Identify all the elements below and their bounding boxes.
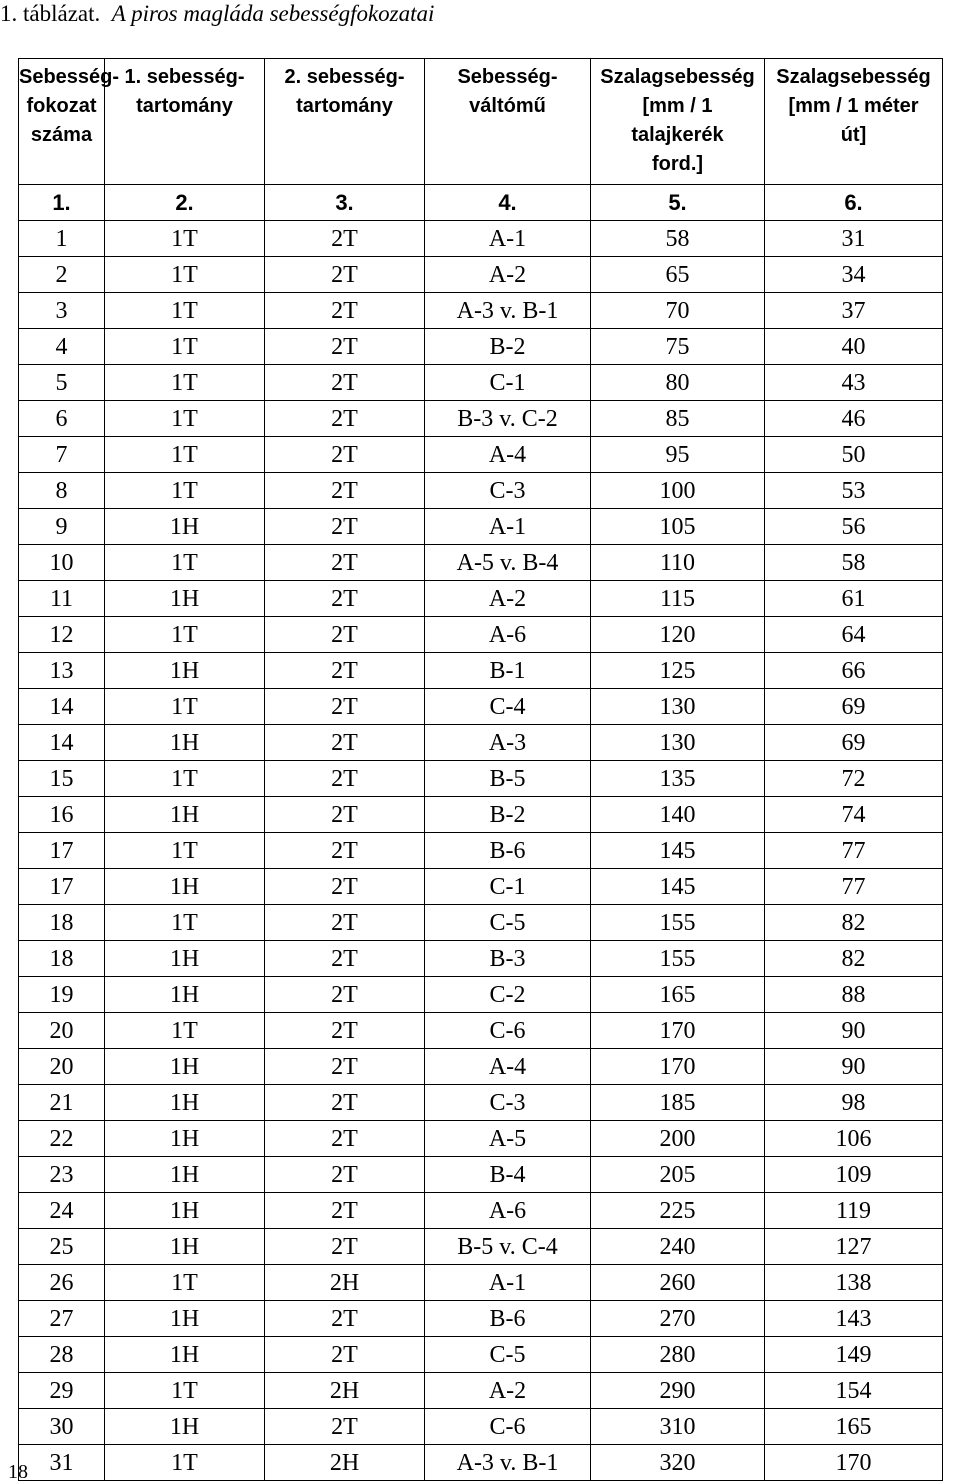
table-cell: 14	[19, 725, 105, 761]
table-cell: 2T	[265, 1121, 425, 1157]
table-cell: 31	[19, 1445, 105, 1481]
table-cell: 165	[591, 977, 765, 1013]
table-cell: 2H	[265, 1373, 425, 1409]
table-cell: 270	[591, 1301, 765, 1337]
table-cell: 2T	[265, 977, 425, 1013]
table-row	[19, 941, 943, 977]
table-row	[19, 1157, 943, 1193]
table-cell: 1T	[105, 1445, 265, 1481]
table-cell: 2T	[265, 653, 425, 689]
table-cell: 1H	[105, 797, 265, 833]
table-row	[19, 1049, 943, 1085]
table-cell: 143	[765, 1301, 943, 1337]
table-cell: 2T	[265, 365, 425, 401]
table-cell: B-3	[425, 941, 591, 977]
column-number: 1.	[19, 185, 105, 221]
table-cell: 1H	[105, 1229, 265, 1265]
table-cell: 115	[591, 581, 765, 617]
table-cell: 225	[591, 1193, 765, 1229]
table-row	[19, 545, 943, 581]
table-cell: B-2	[425, 329, 591, 365]
table-cell: 5	[19, 365, 105, 401]
table-cell: 2T	[265, 1301, 425, 1337]
table-cell: 29	[19, 1373, 105, 1409]
table-cell: 135	[591, 761, 765, 797]
table-row	[19, 581, 943, 617]
table-cell: 88	[765, 977, 943, 1013]
table-cell: 2T	[265, 1013, 425, 1049]
table-cell: 50	[765, 437, 943, 473]
table-cell: 1H	[105, 1301, 265, 1337]
table-cell: 26	[19, 1265, 105, 1301]
table-cell: 61	[765, 581, 943, 617]
table-cell: 127	[765, 1229, 943, 1265]
table-cell: 1H	[105, 1337, 265, 1373]
table-cell: 2T	[265, 1049, 425, 1085]
table-cell: 23	[19, 1157, 105, 1193]
table-cell: 1T	[105, 365, 265, 401]
table-cell: 1H	[105, 1121, 265, 1157]
table-cell: 145	[591, 833, 765, 869]
table-row	[19, 1013, 943, 1049]
table-cell: 1H	[105, 1409, 265, 1445]
table-cell: 240	[591, 1229, 765, 1265]
table-cell: 2H	[265, 1445, 425, 1481]
table-cell: 34	[765, 257, 943, 293]
table-cell: 2T	[265, 797, 425, 833]
table-cell: 16	[19, 797, 105, 833]
table-cell: 165	[765, 1409, 943, 1445]
table-cell: 320	[591, 1445, 765, 1481]
table-row	[19, 365, 943, 401]
column-number: 5.	[591, 185, 765, 221]
table-cell: 1T	[105, 1373, 265, 1409]
table-row	[19, 1265, 943, 1301]
header-cell: 2. sebesség- tartomány	[265, 59, 425, 185]
table-cell: A-2	[425, 257, 591, 293]
table-cell: 64	[765, 617, 943, 653]
table-cell: 77	[765, 869, 943, 905]
table-cell: 77	[765, 833, 943, 869]
table-cell: 3	[19, 293, 105, 329]
table-cell: B-4	[425, 1157, 591, 1193]
table-cell: 70	[591, 293, 765, 329]
table-cell: 1T	[105, 905, 265, 941]
table-cell: C-4	[425, 689, 591, 725]
table-row	[19, 401, 943, 437]
table-cell: 8	[19, 473, 105, 509]
table-cell: 2T	[265, 617, 425, 653]
table-cell: 2T	[265, 329, 425, 365]
table-cell: 31	[765, 221, 943, 257]
column-number: 4.	[425, 185, 591, 221]
table-cell: 1H	[105, 869, 265, 905]
table-cell: 11	[19, 581, 105, 617]
header-cell: 1. sebesség- tartomány	[105, 59, 265, 185]
table-cell: 1T	[105, 329, 265, 365]
table-cell: 2T	[265, 1085, 425, 1121]
table-cell: 66	[765, 653, 943, 689]
table-cell: 53	[765, 473, 943, 509]
table-cell: 30	[19, 1409, 105, 1445]
table-cell: 24	[19, 1193, 105, 1229]
table-cell: A-6	[425, 617, 591, 653]
table-cell: 82	[765, 941, 943, 977]
header-cell: Sebesség- fokozat száma	[19, 59, 105, 185]
table-row	[19, 905, 943, 941]
table-row	[19, 1301, 943, 1337]
table-row	[19, 689, 943, 725]
table-cell: 10	[19, 545, 105, 581]
table-cell: 1T	[105, 221, 265, 257]
table-cell: 100	[591, 473, 765, 509]
table-cell: 1T	[105, 1013, 265, 1049]
table-cell: C-5	[425, 905, 591, 941]
table-cell: 75	[591, 329, 765, 365]
table-cell: B-6	[425, 833, 591, 869]
table-cell: 120	[591, 617, 765, 653]
table-cell: 280	[591, 1337, 765, 1373]
table-cell: A-3 v. B-1	[425, 293, 591, 329]
table-cell: A-5	[425, 1121, 591, 1157]
table-cell: 2T	[265, 833, 425, 869]
table-cell: 25	[19, 1229, 105, 1265]
table-caption	[0, 0, 434, 28]
table-cell: 2T	[265, 905, 425, 941]
table-row	[19, 1085, 943, 1121]
table-cell: C-5	[425, 1337, 591, 1373]
table-cell: A-3 v. B-1	[425, 1445, 591, 1481]
table-cell: 2	[19, 257, 105, 293]
table-cell: B-6	[425, 1301, 591, 1337]
table-cell: 170	[765, 1445, 943, 1481]
table-cell: 13	[19, 653, 105, 689]
table-cell: 1T	[105, 761, 265, 797]
table-cell: 1T	[105, 833, 265, 869]
column-number: 6.	[765, 185, 943, 221]
table-cell: 155	[591, 905, 765, 941]
table-row	[19, 761, 943, 797]
table-row	[19, 833, 943, 869]
table-cell: 2T	[265, 293, 425, 329]
table-row	[19, 257, 943, 293]
table-cell: 1H	[105, 581, 265, 617]
table-cell: 140	[591, 797, 765, 833]
table-cell: 290	[591, 1373, 765, 1409]
caption-label: 1. táblázat.	[0, 1, 101, 26]
table-cell: 28	[19, 1337, 105, 1373]
table-row	[19, 509, 943, 545]
table-cell: 109	[765, 1157, 943, 1193]
table-cell: 2T	[265, 545, 425, 581]
table-cell: 56	[765, 509, 943, 545]
table-cell: 22	[19, 1121, 105, 1157]
table-cell: 58	[765, 545, 943, 581]
table-cell: B-2	[425, 797, 591, 833]
table-cell: 17	[19, 869, 105, 905]
table-cell: B-5 v. C-4	[425, 1229, 591, 1265]
table-cell: 95	[591, 437, 765, 473]
table-cell: 2T	[265, 581, 425, 617]
table-cell: 138	[765, 1265, 943, 1301]
table-cell: 58	[591, 221, 765, 257]
table-cell: C-3	[425, 473, 591, 509]
table-row	[19, 293, 943, 329]
table-cell: 65	[591, 257, 765, 293]
table-cell: 1T	[105, 257, 265, 293]
table-cell: 40	[765, 329, 943, 365]
table-cell: B-3 v. C-2	[425, 401, 591, 437]
table-cell: 1T	[105, 617, 265, 653]
table-cell: 72	[765, 761, 943, 797]
table-cell: C-1	[425, 869, 591, 905]
table-cell: C-3	[425, 1085, 591, 1121]
table-cell: 260	[591, 1265, 765, 1301]
table-cell: 90	[765, 1049, 943, 1085]
table-cell: 185	[591, 1085, 765, 1121]
header-cell: Szalagsebesség [mm / 1 méter út]	[765, 59, 943, 185]
table-cell: 4	[19, 329, 105, 365]
table-cell: C-6	[425, 1013, 591, 1049]
table-cell: 170	[591, 1049, 765, 1085]
header-cell: Szalagsebesség [mm / 1 talajkerék ford.]	[591, 59, 765, 185]
table-cell: 9	[19, 509, 105, 545]
table-cell: 19	[19, 977, 105, 1013]
table-cell: A-5 v. B-4	[425, 545, 591, 581]
table-cell: 27	[19, 1301, 105, 1337]
table-row	[19, 1229, 943, 1265]
table-cell: 2T	[265, 1193, 425, 1229]
column-number-row	[19, 185, 943, 221]
table-cell: 1T	[105, 545, 265, 581]
table-cell: C-2	[425, 977, 591, 1013]
table-cell: 2T	[265, 401, 425, 437]
table-row	[19, 473, 943, 509]
table-cell: 125	[591, 653, 765, 689]
column-number: 3.	[265, 185, 425, 221]
table-cell: 1H	[105, 653, 265, 689]
table-cell: 14	[19, 689, 105, 725]
table-cell: 110	[591, 545, 765, 581]
table-cell: 15	[19, 761, 105, 797]
table-cell: 105	[591, 509, 765, 545]
caption-title: A piros magláda sebességfokozatai	[111, 1, 435, 26]
table-cell: 69	[765, 725, 943, 761]
table-cell: 2T	[265, 1157, 425, 1193]
table-cell: 2T	[265, 257, 425, 293]
table-cell: 2T	[265, 473, 425, 509]
header-cell: Sebesség- váltómű	[425, 59, 591, 185]
table-cell: 145	[591, 869, 765, 905]
table-cell: 1T	[105, 473, 265, 509]
table-cell: 12	[19, 617, 105, 653]
table-cell: 1H	[105, 977, 265, 1013]
page-number: 18	[8, 1461, 28, 1483]
table-cell: 2T	[265, 761, 425, 797]
table-cell: 20	[19, 1013, 105, 1049]
table-cell: 1T	[105, 1265, 265, 1301]
table-cell: 1T	[105, 293, 265, 329]
table-row	[19, 725, 943, 761]
table-cell: 2T	[265, 437, 425, 473]
table-row	[19, 977, 943, 1013]
table-cell: 98	[765, 1085, 943, 1121]
table-cell: 170	[591, 1013, 765, 1049]
table-cell: 2T	[265, 1409, 425, 1445]
table-cell: 106	[765, 1121, 943, 1157]
table-cell: 69	[765, 689, 943, 725]
table-cell: 46	[765, 401, 943, 437]
table-cell: A-2	[425, 1373, 591, 1409]
table-cell: 2T	[265, 869, 425, 905]
table-cell: 1H	[105, 509, 265, 545]
table-cell: A-4	[425, 1049, 591, 1085]
table-cell: 1H	[105, 725, 265, 761]
table-row	[19, 329, 943, 365]
table-cell: B-1	[425, 653, 591, 689]
table-cell: 1H	[105, 1193, 265, 1229]
table-cell: 17	[19, 833, 105, 869]
table-row	[19, 653, 943, 689]
table-row	[19, 221, 943, 257]
table-cell: A-1	[425, 1265, 591, 1301]
table-cell: 2T	[265, 725, 425, 761]
table-cell: 18	[19, 905, 105, 941]
table-row	[19, 1121, 943, 1157]
table-cell: 155	[591, 941, 765, 977]
table-cell: 154	[765, 1373, 943, 1409]
table-row	[19, 869, 943, 905]
table-cell: 43	[765, 365, 943, 401]
table-cell: 2T	[265, 509, 425, 545]
table-cell: 6	[19, 401, 105, 437]
table-cell: A-4	[425, 437, 591, 473]
table-row	[19, 1193, 943, 1229]
table-cell: A-3	[425, 725, 591, 761]
table-cell: 1	[19, 221, 105, 257]
table-cell: A-2	[425, 581, 591, 617]
table-cell: 2T	[265, 941, 425, 977]
table-cell: 2T	[265, 1337, 425, 1373]
table-cell: 80	[591, 365, 765, 401]
speed-table	[18, 58, 943, 1481]
table-cell: 2T	[265, 689, 425, 725]
table-cell: 200	[591, 1121, 765, 1157]
table-cell: 1H	[105, 1157, 265, 1193]
table-cell: 2H	[265, 1265, 425, 1301]
column-number: 2.	[105, 185, 265, 221]
table-cell: B-5	[425, 761, 591, 797]
table-row	[19, 1445, 943, 1481]
table-row	[19, 1337, 943, 1373]
table-cell: 18	[19, 941, 105, 977]
header-row	[19, 59, 943, 185]
table-cell: 7	[19, 437, 105, 473]
table-cell: 130	[591, 689, 765, 725]
table-cell: 2T	[265, 1229, 425, 1265]
table-cell: 21	[19, 1085, 105, 1121]
table-cell: 1T	[105, 437, 265, 473]
table-cell: 205	[591, 1157, 765, 1193]
table-cell: A-1	[425, 509, 591, 545]
table-cell: 1T	[105, 689, 265, 725]
table-cell: 119	[765, 1193, 943, 1229]
table-cell: 1H	[105, 941, 265, 977]
table-cell: 82	[765, 905, 943, 941]
table-cell: 85	[591, 401, 765, 437]
table-cell: 20	[19, 1049, 105, 1085]
table-cell: 1T	[105, 401, 265, 437]
table-cell: 37	[765, 293, 943, 329]
table-cell: C-6	[425, 1409, 591, 1445]
table-cell: 2T	[265, 221, 425, 257]
table-cell: 149	[765, 1337, 943, 1373]
table-row	[19, 797, 943, 833]
table-row	[19, 1373, 943, 1409]
table-cell: A-6	[425, 1193, 591, 1229]
table-cell: 130	[591, 725, 765, 761]
table-cell: 1H	[105, 1049, 265, 1085]
table-cell: 74	[765, 797, 943, 833]
table-cell: 310	[591, 1409, 765, 1445]
table-row	[19, 1409, 943, 1445]
table-body	[19, 221, 943, 1481]
table-cell: A-1	[425, 221, 591, 257]
table-row	[19, 437, 943, 473]
table-row	[19, 617, 943, 653]
table-cell: C-1	[425, 365, 591, 401]
table-cell: 90	[765, 1013, 943, 1049]
table-cell: 1H	[105, 1085, 265, 1121]
